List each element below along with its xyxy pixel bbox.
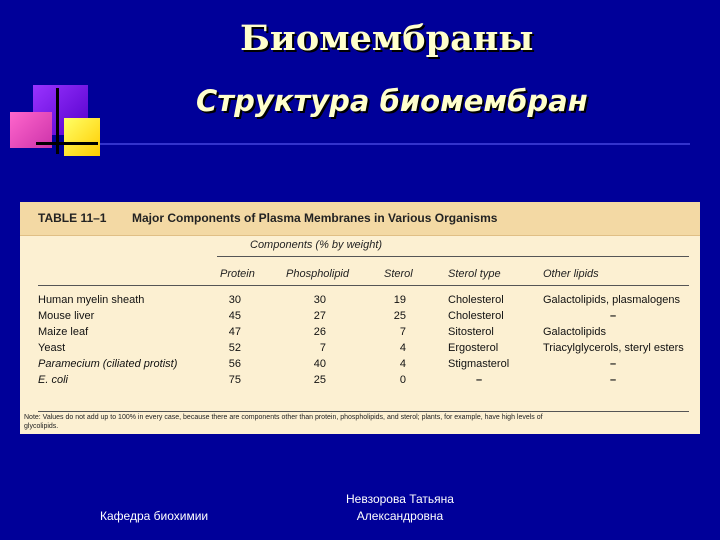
footer-department: Кафедра биохимии xyxy=(100,509,209,523)
protein-cell: 52 xyxy=(228,342,241,354)
protein-cell: 30 xyxy=(228,294,241,306)
sterol-type-cell: Ergosterol xyxy=(448,342,499,354)
column-header-sterol-type: Sterol type xyxy=(448,268,501,280)
column-header-other-lipids: Other lipids xyxy=(543,268,599,280)
sterol-cell: 19 xyxy=(393,294,406,306)
membrane-components-table xyxy=(20,202,700,434)
phospholipid-cell: 27 xyxy=(313,310,326,322)
sterol-type-cell: – xyxy=(475,374,483,386)
sterol-type-cell: Sitosterol xyxy=(448,326,494,338)
organism-cell: Yeast xyxy=(38,342,66,354)
table-row xyxy=(20,309,700,324)
components-group-header: Components (% by weight) xyxy=(250,239,383,251)
group-header-rule xyxy=(217,256,689,257)
organism-cell: Mouse liver xyxy=(38,310,95,322)
table-header-band xyxy=(20,202,700,236)
decorative-crosshair-vertical xyxy=(56,88,59,154)
table-row xyxy=(20,341,700,356)
phospholipid-cell: 26 xyxy=(313,326,326,338)
organism-cell: Maize leaf xyxy=(38,326,89,338)
column-header-rule xyxy=(38,285,689,286)
sterol-type-cell: Stigmasterol xyxy=(448,358,510,370)
other-lipids-cell: – xyxy=(609,310,617,322)
protein-cell: 45 xyxy=(228,310,241,322)
table-caption: Major Components of Plasma Membranes in Various Organisms xyxy=(132,211,498,225)
phospholipid-cell: 25 xyxy=(313,374,326,386)
organism-cell xyxy=(38,373,68,388)
protein-cell: 47 xyxy=(228,326,241,338)
other-lipids-cell: Galactolipids xyxy=(543,326,606,338)
protein-cell: 56 xyxy=(228,358,241,370)
footer-author-patronymic: Александровна xyxy=(356,509,444,523)
phospholipid-cell: 30 xyxy=(313,294,326,306)
phospholipid-cell: 40 xyxy=(313,358,326,370)
sterol-type-cell: Cholesterol xyxy=(448,294,504,306)
table-label: TABLE 11–1 xyxy=(38,211,107,225)
organism-cell-italic: E. coli xyxy=(38,374,68,386)
sterol-cell: 25 xyxy=(393,310,406,322)
protein-cell: 75 xyxy=(228,374,241,386)
column-header-phospholipid: Phospholipid xyxy=(286,268,349,280)
organism-cell-italic: Paramecium (ciliated protist) xyxy=(38,358,178,370)
sterol-cell: 7 xyxy=(399,326,406,338)
sterol-cell: 0 xyxy=(399,374,406,386)
slide-subtitle: Структура биомембран xyxy=(196,84,588,118)
title-underline-rule xyxy=(100,143,690,145)
other-lipids-cell: – xyxy=(609,374,617,386)
table-note: Note: Values do not add up to 100% in every case, because there are components other than protein, phospholipids, and sterol; plants, for example, have high levels of glycolipids. xyxy=(24,414,543,430)
table-footer-rule xyxy=(38,411,689,412)
footer-author-name: Невзорова Татьяна xyxy=(346,492,454,506)
table-row xyxy=(20,293,700,308)
column-header-sterol: Sterol xyxy=(384,268,413,280)
sterol-type-cell: Cholesterol xyxy=(448,310,504,322)
other-lipids-cell: – xyxy=(609,358,617,370)
other-lipids-cell: Triacylglycerols, steryl esters xyxy=(543,342,684,354)
phospholipid-cell: 7 xyxy=(319,342,326,354)
sterol-cell: 4 xyxy=(399,358,406,370)
footer-author xyxy=(330,491,470,525)
column-header-protein: Protein xyxy=(220,268,255,280)
decorative-crosshair-horizontal xyxy=(36,142,98,145)
sterol-cell: 4 xyxy=(399,342,406,354)
organism-cell: Human myelin sheath xyxy=(38,294,145,306)
other-lipids-cell: Galactolipids, plasmalogens xyxy=(543,294,680,306)
decorative-square-yellow xyxy=(64,118,100,156)
slide-title: Биомембраны xyxy=(240,18,534,59)
table-row xyxy=(20,325,700,340)
table-row xyxy=(20,357,700,372)
organism-cell xyxy=(38,357,177,372)
table-row xyxy=(20,373,700,388)
